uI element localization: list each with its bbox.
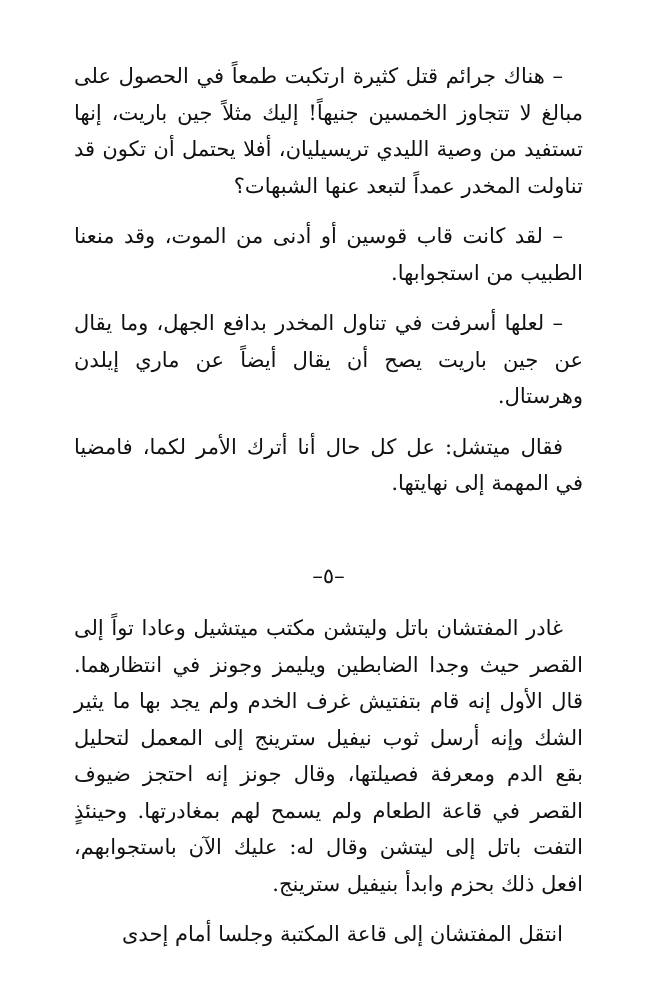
paragraph-mitchell-reply: فقال ميتشل: عل كل حال أنا أترك الأمر لكما، فامضيا في المهمة إلى نهايتها. [74,434,583,495]
paragraph-library: انتقل المفتشان إلى قاعة المكتبة وجلسا أمام إحدى [122,922,563,946]
paragraph-inspectors-leave: غادر المفتشان باتل وليتشن مكتب ميتشيل وعادا تواً إلى القصر حيث وجدا الضابطين ويليمز وجونز في انتظارهما. قال الأول إنه قام بتفتيش غرف الخدم ولم يجد بها ما يثير الشك وإنه أرسل ثوب نيفيل سترينج إلى المعمل لتحليل بقع الدم ومعرفة فصيلتها، وقال جونز إنه احتجز ضيوف القصر في قاعة الطعام ولم يسمح لهم بمغادرتها. وحينئذٍ التفت باتل إلى ليتشن وقال له: عليك الآن باستجوابهم، افعل ذلك بحزم وابدأ بنيفيل سترينج. [74,616,583,896]
paragraph-dialogue-3: – لعلها أسرفت في تناول المخدر بدافع الجهل، وما يقال عن جين باريت يصح أن يقال أيضاً عن ماري إيلدن وهرستال. [74,311,583,408]
section-number: –٥– [312,563,345,588]
book-page [74,58,583,1000]
paragraph-dialogue-1: – هناك جرائم قتل كثيرة ارتكبت طمعاً في الحصول على مبالغ لا تتجاوز الخمسين جنيهاً! إليك مثلاً جين باريت، إنها تستفيد من وصية الليدي تريسيليان، أفلا يحتمل أن تكون قد تناولت المخدر عمداً لتبعد عنها الشبهات؟ [74,64,583,198]
paragraph-dialogue-2: – لقد كانت قاب قوسين أو أدنى من الموت، وقد منعنا الطبيب من استجوابها. [74,224,583,285]
